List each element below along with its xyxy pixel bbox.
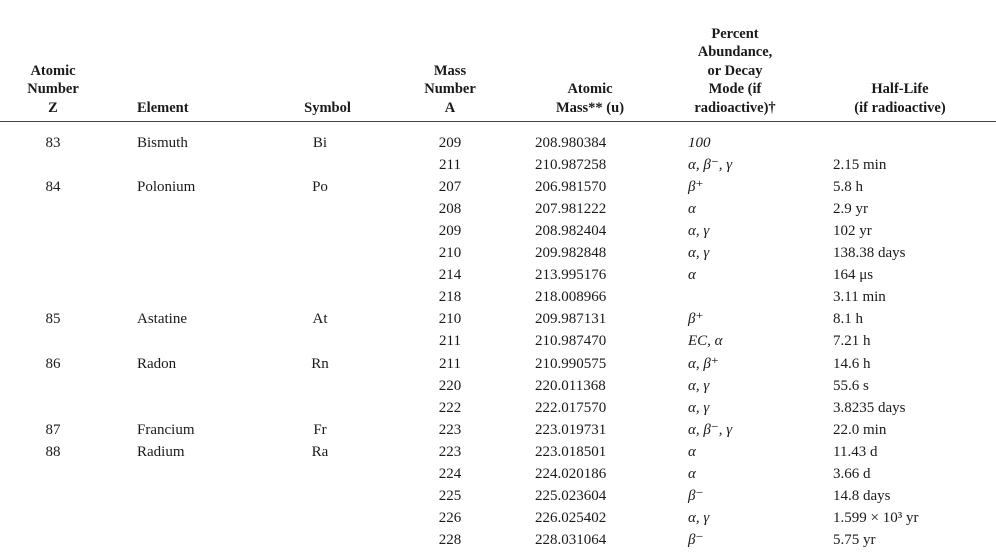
header-half-life: Half-Life (if radioactive) bbox=[854, 81, 946, 116]
table-row bbox=[0, 198, 996, 220]
cell-symbol: Ra bbox=[311, 443, 329, 460]
cell-symbol: Bi bbox=[312, 135, 328, 151]
header-element: Element bbox=[137, 99, 189, 116]
cell-mass-number: 223 bbox=[438, 443, 462, 460]
table-row bbox=[0, 375, 996, 397]
cell-atomic-number: 88 bbox=[45, 443, 61, 460]
cell-atomic-mass: 222.017570 bbox=[535, 399, 607, 416]
cell-half-life: 2.15 min bbox=[833, 157, 887, 174]
cell-half-life: 5.75 yr bbox=[833, 531, 876, 548]
table-row bbox=[0, 441, 996, 463]
cell-half-life: 1.599 × 10³ yr bbox=[833, 509, 919, 526]
cell-mass-number: 225 bbox=[438, 487, 462, 504]
header-decay-mode: Percent Abundance, or Decay Mode (if radioactive)† bbox=[694, 25, 776, 116]
cell-decay-mode: α, γ bbox=[688, 223, 710, 240]
cell-decay-mode: α, γ bbox=[688, 509, 710, 526]
cell-atomic-mass: 223.018501 bbox=[535, 443, 607, 460]
cell-symbol: At bbox=[312, 311, 328, 328]
table-row bbox=[0, 154, 996, 176]
cell-half-life: 138.38 days bbox=[833, 245, 906, 262]
cell-decay-mode: β⁺ bbox=[688, 311, 704, 328]
cell-decay-mode: α, γ bbox=[688, 377, 710, 394]
cell-decay-mode: α, β⁻, γ bbox=[688, 157, 733, 174]
cell-atomic-mass: 225.023604 bbox=[535, 487, 607, 504]
cell-atomic-mass: 228.031064 bbox=[535, 531, 607, 548]
cell-mass-number: 226 bbox=[438, 509, 462, 526]
cell-half-life: 3.11 min bbox=[833, 289, 886, 306]
cell-decay-mode: β⁻ bbox=[688, 487, 704, 504]
cell-mass-number: 228 bbox=[438, 531, 462, 548]
cell-atomic-mass: 210.987470 bbox=[535, 333, 607, 350]
cell-mass-number: 214 bbox=[438, 267, 462, 284]
cell-atomic-mass: 208.980384 bbox=[535, 135, 607, 151]
cell-decay-mode: α bbox=[688, 443, 696, 460]
cell-mass-number: 218 bbox=[438, 289, 462, 306]
cell-decay-mode: α, γ bbox=[688, 399, 710, 416]
cell-atomic-mass: 224.020186 bbox=[535, 465, 607, 482]
cell-mass-number: 222 bbox=[438, 399, 462, 416]
header-atomic-number: Atomic Number Z bbox=[27, 62, 79, 116]
cell-decay-mode: α bbox=[688, 201, 696, 218]
cell-decay-mode: β⁺ bbox=[688, 179, 704, 196]
cell-decay-mode: EC, α bbox=[688, 333, 723, 350]
cell-atomic-mass: 226.025402 bbox=[535, 509, 607, 526]
table-row bbox=[0, 485, 996, 507]
cell-atomic-mass: 208.982404 bbox=[535, 223, 607, 240]
cell-half-life: 7.21 h bbox=[833, 333, 871, 350]
table-row bbox=[0, 242, 996, 264]
cell-atomic-mass: 209.987131 bbox=[535, 311, 607, 328]
cell-mass-number: 211 bbox=[439, 333, 461, 350]
cell-half-life: 14.6 h bbox=[833, 355, 871, 372]
cell-mass-number: 210 bbox=[438, 245, 462, 262]
cell-mass-number: 210 bbox=[438, 311, 462, 328]
cell-half-life: 55.6 s bbox=[833, 377, 869, 394]
table-row bbox=[0, 308, 996, 330]
cell-decay-mode: 100 bbox=[688, 135, 711, 151]
cell-atomic-mass: 210.990575 bbox=[535, 355, 607, 372]
cell-element: Bismuth bbox=[137, 135, 188, 151]
cell-atomic-mass: 213.995176 bbox=[535, 267, 607, 284]
table-row bbox=[0, 353, 996, 375]
cell-atomic-mass: 209.982848 bbox=[535, 245, 607, 262]
table-row bbox=[0, 220, 996, 242]
cell-atomic-mass: 206.981570 bbox=[535, 179, 607, 196]
cell-element: Astatine bbox=[137, 311, 187, 328]
cell-half-life: 11.43 d bbox=[833, 443, 878, 460]
table-row bbox=[0, 463, 996, 485]
cell-atomic-mass: 223.019731 bbox=[535, 421, 607, 438]
cell-atomic-mass: 210.987258 bbox=[535, 157, 607, 174]
cell-decay-mode: α, β⁻, γ bbox=[688, 421, 733, 438]
cell-mass-number: 209 bbox=[438, 223, 462, 240]
cell-half-life: 2.9 yr bbox=[833, 201, 868, 218]
cell-decay-mode: α bbox=[688, 267, 696, 284]
table-row bbox=[0, 264, 996, 286]
cell-half-life: 164 μs bbox=[833, 267, 874, 284]
header-mass-number: Mass Number A bbox=[424, 62, 476, 116]
cell-half-life: 22.0 min bbox=[833, 421, 887, 438]
cell-atomic-number: 86 bbox=[45, 355, 61, 372]
cell-element: Polonium bbox=[137, 179, 196, 196]
cell-decay-mode: α, γ bbox=[688, 245, 710, 262]
table-row bbox=[0, 397, 996, 419]
cell-decay-mode: α bbox=[688, 465, 696, 482]
table-row bbox=[0, 529, 996, 551]
cell-decay-mode: β⁻ bbox=[688, 531, 704, 548]
header-symbol: Symbol bbox=[304, 99, 351, 116]
cell-element: Radon bbox=[137, 355, 177, 372]
cell-symbol: Po bbox=[312, 179, 328, 196]
table-row bbox=[0, 132, 996, 154]
cell-decay-mode: α, β⁺ bbox=[688, 355, 719, 372]
cell-atomic-mass: 218.008966 bbox=[535, 289, 607, 306]
table-row bbox=[0, 176, 996, 198]
cell-mass-number: 224 bbox=[438, 465, 462, 482]
cell-half-life: 3.8235 days bbox=[833, 399, 906, 416]
cell-half-life: 8.1 h bbox=[833, 311, 863, 328]
cell-mass-number: 220 bbox=[438, 377, 462, 394]
cell-half-life: 102 yr bbox=[833, 223, 872, 240]
cell-atomic-mass: 220.011368 bbox=[535, 377, 606, 394]
cell-symbol: Fr bbox=[313, 421, 327, 438]
cell-mass-number: 209 bbox=[438, 135, 462, 151]
table-row bbox=[0, 419, 996, 441]
cell-atomic-mass: 207.981222 bbox=[535, 201, 607, 218]
cell-mass-number: 207 bbox=[438, 179, 462, 196]
cell-atomic-number: 84 bbox=[45, 179, 61, 196]
cell-half-life: 14.8 days bbox=[833, 487, 891, 504]
header-atomic-mass: Atomic Mass** (u) bbox=[555, 81, 625, 116]
table-row bbox=[0, 286, 996, 308]
cell-atomic-number: 87 bbox=[45, 421, 61, 438]
cell-atomic-number: 83 bbox=[45, 135, 61, 151]
header-rule bbox=[0, 121, 996, 122]
cell-mass-number: 211 bbox=[439, 355, 461, 372]
table-row bbox=[0, 507, 996, 529]
cell-half-life: 5.8 h bbox=[833, 179, 863, 196]
cell-mass-number: 208 bbox=[438, 201, 462, 218]
cell-element: Francium bbox=[137, 421, 195, 438]
cell-mass-number: 223 bbox=[438, 421, 462, 438]
cell-half-life: 3.66 d bbox=[833, 465, 871, 482]
cell-mass-number: 211 bbox=[439, 157, 461, 174]
table-row bbox=[0, 330, 996, 352]
cell-symbol: Rn bbox=[311, 355, 329, 372]
cell-atomic-number: 85 bbox=[45, 311, 61, 328]
cell-element: Radium bbox=[137, 443, 185, 460]
